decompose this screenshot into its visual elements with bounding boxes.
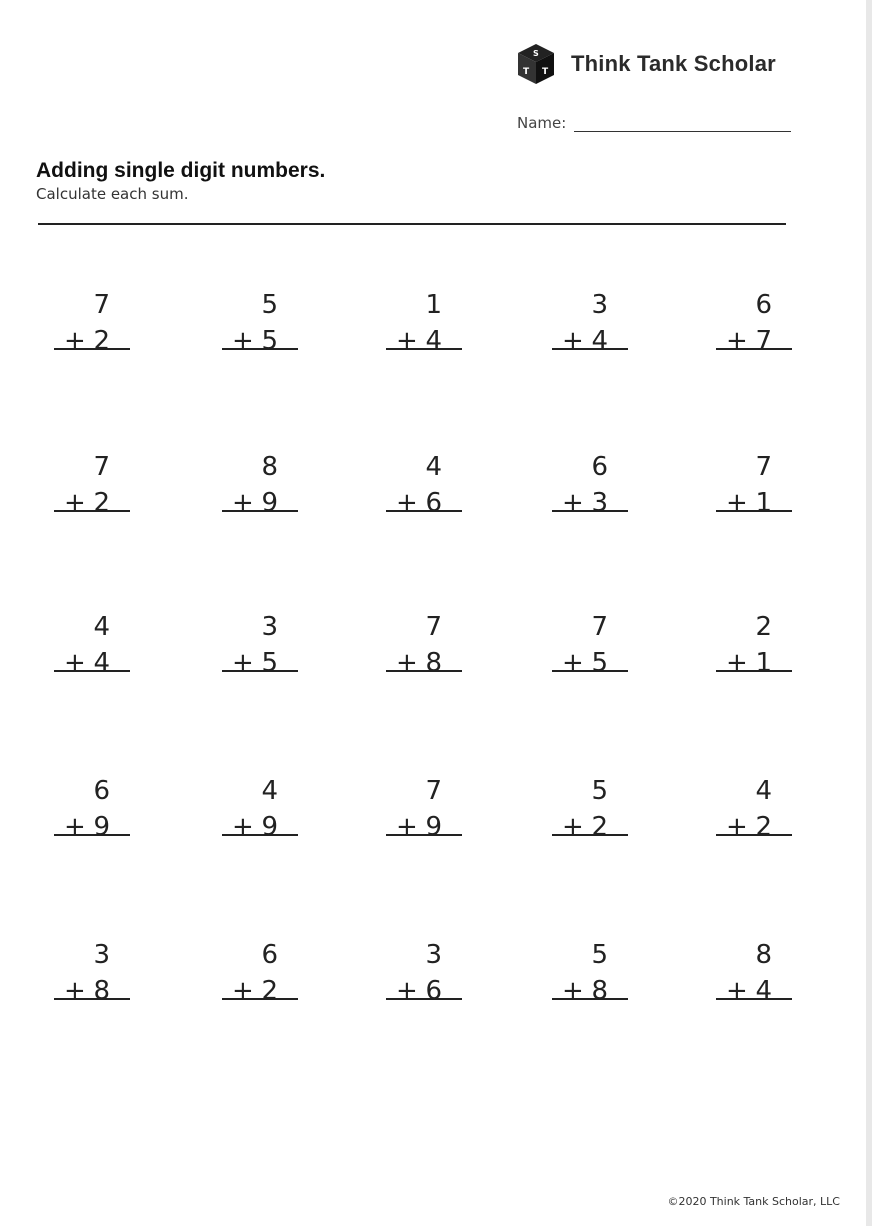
addition-problem xyxy=(222,290,300,356)
addend-bottom: 2 xyxy=(755,812,772,842)
answer-line[interactable] xyxy=(386,510,462,512)
answer-line[interactable] xyxy=(54,998,130,1000)
plus-sign: + xyxy=(64,812,86,842)
addition-problem xyxy=(54,940,132,1006)
addition-problem xyxy=(716,940,794,1006)
plus-sign: + xyxy=(64,976,86,1006)
name-input-line[interactable] xyxy=(574,117,791,132)
plus-sign: + xyxy=(562,812,584,842)
name-field xyxy=(517,114,791,132)
worksheet-instructions: Calculate each sum. xyxy=(36,185,189,203)
addend-bottom: 4 xyxy=(425,326,442,356)
addend-bottom: 9 xyxy=(425,812,442,842)
addition-problem xyxy=(222,776,300,842)
addend-top: 7 xyxy=(755,452,772,482)
addition-problem xyxy=(386,452,464,518)
header-divider xyxy=(38,223,786,225)
addend-bottom: 4 xyxy=(591,326,608,356)
addition-problem xyxy=(54,452,132,518)
answer-line[interactable] xyxy=(222,998,298,1000)
addition-problem xyxy=(552,290,630,356)
plus-sign: + xyxy=(396,326,418,356)
addend-top: 3 xyxy=(591,290,608,320)
brand-name: Think Tank Scholar xyxy=(571,51,776,76)
addition-problem xyxy=(552,776,630,842)
addend-top: 1 xyxy=(425,290,442,320)
plus-sign: + xyxy=(726,976,748,1006)
addend-top: 6 xyxy=(755,290,772,320)
addition-problem xyxy=(54,776,132,842)
plus-sign: + xyxy=(396,488,418,518)
plus-sign: + xyxy=(396,812,418,842)
plus-sign: + xyxy=(64,488,86,518)
plus-sign: + xyxy=(396,976,418,1006)
addition-problem xyxy=(222,612,300,678)
addend-bottom: 9 xyxy=(93,812,110,842)
addend-bottom: 7 xyxy=(755,326,772,356)
brand-logo xyxy=(516,42,776,86)
addition-problem xyxy=(716,290,794,356)
addition-problem xyxy=(716,452,794,518)
answer-line[interactable] xyxy=(54,510,130,512)
addend-top: 7 xyxy=(93,452,110,482)
addend-bottom: 3 xyxy=(591,488,608,518)
addition-problem xyxy=(716,776,794,842)
plus-sign: + xyxy=(726,326,748,356)
answer-line[interactable] xyxy=(386,834,462,836)
answer-line[interactable] xyxy=(552,998,628,1000)
plus-sign: + xyxy=(396,648,418,678)
plus-sign: + xyxy=(64,648,86,678)
addition-problem xyxy=(552,612,630,678)
answer-line[interactable] xyxy=(716,834,792,836)
plus-sign: + xyxy=(726,812,748,842)
answer-line[interactable] xyxy=(386,348,462,350)
answer-line[interactable] xyxy=(222,510,298,512)
addend-top: 6 xyxy=(591,452,608,482)
addend-bottom: 9 xyxy=(261,812,278,842)
copyright-footer: ©2020 Think Tank Scholar, LLC xyxy=(667,1195,840,1208)
name-label: Name: xyxy=(517,114,567,132)
plus-sign: + xyxy=(562,326,584,356)
addend-bottom: 1 xyxy=(755,488,772,518)
addend-top: 4 xyxy=(93,612,110,642)
answer-line[interactable] xyxy=(222,670,298,672)
plus-sign: + xyxy=(232,648,254,678)
answer-line[interactable] xyxy=(716,670,792,672)
answer-line[interactable] xyxy=(552,348,628,350)
answer-line[interactable] xyxy=(552,670,628,672)
addend-top: 7 xyxy=(591,612,608,642)
plus-sign: + xyxy=(562,976,584,1006)
addend-top: 5 xyxy=(591,940,608,970)
addend-bottom: 5 xyxy=(261,326,278,356)
addend-bottom: 2 xyxy=(93,326,110,356)
addend-bottom: 8 xyxy=(591,976,608,1006)
addend-top: 7 xyxy=(425,612,442,642)
addend-top: 4 xyxy=(755,776,772,806)
addend-top: 8 xyxy=(755,940,772,970)
answer-line[interactable] xyxy=(222,348,298,350)
addition-problem xyxy=(386,940,464,1006)
plus-sign: + xyxy=(232,812,254,842)
plus-sign: + xyxy=(232,488,254,518)
addition-problem xyxy=(386,290,464,356)
addend-bottom: 8 xyxy=(425,648,442,678)
plus-sign: + xyxy=(562,488,584,518)
addend-bottom: 9 xyxy=(261,488,278,518)
addend-top: 8 xyxy=(261,452,278,482)
addend-top: 4 xyxy=(425,452,442,482)
addend-top: 6 xyxy=(261,940,278,970)
plus-sign: + xyxy=(562,648,584,678)
addend-bottom: 2 xyxy=(93,488,110,518)
addition-problem xyxy=(716,612,794,678)
addend-bottom: 5 xyxy=(591,648,608,678)
addend-top: 2 xyxy=(755,612,772,642)
addend-top: 3 xyxy=(261,612,278,642)
addition-problem xyxy=(552,452,630,518)
plus-sign: + xyxy=(232,326,254,356)
addend-bottom: 1 xyxy=(755,648,772,678)
page-edge-shadow xyxy=(866,0,872,1226)
answer-line[interactable] xyxy=(552,834,628,836)
answer-line[interactable] xyxy=(552,510,628,512)
addend-bottom: 4 xyxy=(93,648,110,678)
cube-logo-icon xyxy=(516,42,556,86)
addend-top: 7 xyxy=(93,290,110,320)
answer-line[interactable] xyxy=(222,834,298,836)
svg-text:T: T xyxy=(523,67,530,77)
addend-bottom: 4 xyxy=(755,976,772,1006)
answer-line[interactable] xyxy=(386,998,462,1000)
answer-line[interactable] xyxy=(386,670,462,672)
addend-top: 3 xyxy=(93,940,110,970)
addition-problem xyxy=(54,612,132,678)
answer-line[interactable] xyxy=(54,670,130,672)
addition-problem xyxy=(552,940,630,1006)
worksheet-title: Adding single digit numbers. xyxy=(36,159,326,182)
addend-bottom: 5 xyxy=(261,648,278,678)
addition-problem xyxy=(54,290,132,356)
answer-line[interactable] xyxy=(54,834,130,836)
addend-bottom: 2 xyxy=(261,976,278,1006)
answer-line[interactable] xyxy=(716,998,792,1000)
plus-sign: + xyxy=(726,488,748,518)
addition-problem xyxy=(222,940,300,1006)
addend-top: 5 xyxy=(591,776,608,806)
addend-top: 5 xyxy=(261,290,278,320)
svg-text:T: T xyxy=(542,67,549,77)
answer-line[interactable] xyxy=(54,348,130,350)
plus-sign: + xyxy=(64,326,86,356)
addend-top: 3 xyxy=(425,940,442,970)
addition-problem xyxy=(386,612,464,678)
addition-problem xyxy=(386,776,464,842)
addend-top: 4 xyxy=(261,776,278,806)
addend-bottom: 6 xyxy=(425,488,442,518)
addend-top: 7 xyxy=(425,776,442,806)
addition-problem xyxy=(222,452,300,518)
addend-bottom: 8 xyxy=(93,976,110,1006)
addend-bottom: 2 xyxy=(591,812,608,842)
plus-sign: + xyxy=(726,648,748,678)
plus-sign: + xyxy=(232,976,254,1006)
addend-bottom: 6 xyxy=(425,976,442,1006)
svg-text:S: S xyxy=(533,49,539,58)
answer-line[interactable] xyxy=(716,510,792,512)
addend-top: 6 xyxy=(93,776,110,806)
answer-line[interactable] xyxy=(716,348,792,350)
